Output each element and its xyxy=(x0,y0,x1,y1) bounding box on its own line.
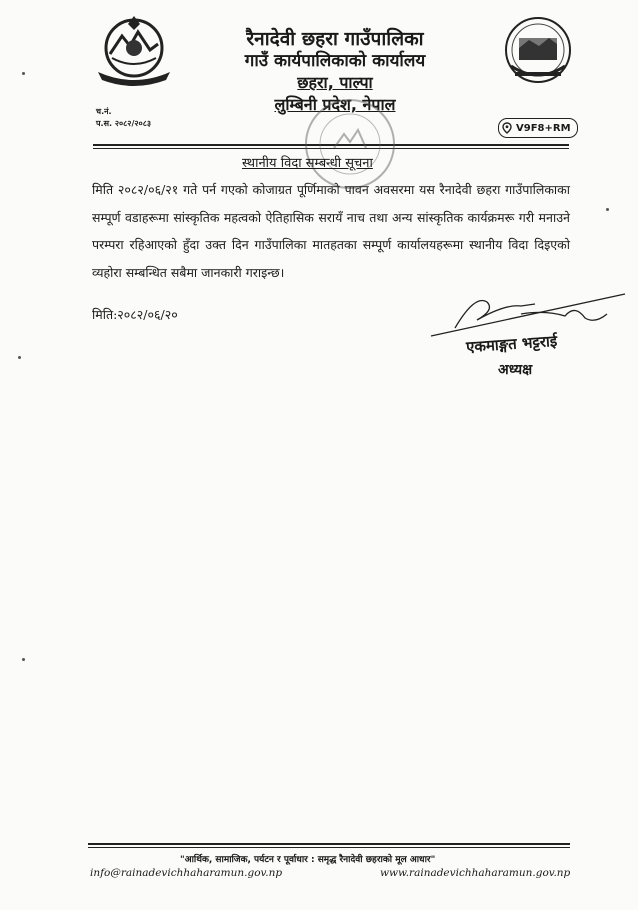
office-location: छहरा, पाल्पा xyxy=(297,73,373,92)
office-subtitle: गाउँ कार्यपालिकाको कार्यालय xyxy=(244,51,426,71)
plus-code-text: V9F8+RM xyxy=(516,122,571,134)
reference-block xyxy=(96,106,151,130)
fiscal-year: प.स. २०८२/२०८३ xyxy=(96,119,152,128)
notice-subject: स्थानीय विदा सम्बन्धी सूचना xyxy=(242,156,373,171)
footer-rule-thin xyxy=(88,847,570,848)
reference-number: च.नं. xyxy=(96,107,112,116)
footer-website: www.rainadevichhaharamun.gov.np xyxy=(380,867,571,879)
footer-rule xyxy=(88,843,570,845)
footer-motto: "आर्थिक, सामाजिक, पर्यटन र पूर्वाधार : समृद्ध रैनादेवी छहराको मूल आधार" xyxy=(180,855,436,865)
plus-code-badge xyxy=(498,118,578,138)
notice-body: मिति २०८२/०६/२१ गते पर्न गएको कोजाग्रत पूर्णिमाको पावन अवसरमा यस रैनादेवी छहरा गाउँपालिकाका सम्पूर्ण वडाहरूमा सांस्कृतिक महत्वको ऐतिहासिक सरायँ नाच तथा अन्य सांस्कृतिक कार्यक्रमरू गरी मनाउने परम्परा रहिआएको हुँदा उक्त दिन गाउँपालिका मातहतका सम्पूर्ण कार्यालयहरूमा स्थानीय विदा दिइएको व्यहोरा सम्बन्धित सबैमा जानकारी गराइन्छ। xyxy=(92,182,570,280)
nepal-emblem-icon xyxy=(92,14,176,86)
municipality-logo-icon xyxy=(497,14,579,90)
notice-date: मिति:२०८२/०६/२० xyxy=(92,307,178,322)
footer-email: info@rainadevichhaharamun.gov.np xyxy=(90,867,283,879)
scan-speck xyxy=(22,72,25,75)
office-province: लुम्बिनी प्रदेश, नेपाल xyxy=(274,95,396,114)
location-pin-icon xyxy=(501,122,513,134)
signatory-title: अध्यक्ष xyxy=(498,362,533,378)
scan-speck xyxy=(18,356,21,359)
signatory-name: एकमाङ्गत भट्टराई xyxy=(465,331,558,357)
scan-speck xyxy=(22,658,25,661)
office-name: रैनादेवी छहरा गाउँपालिका xyxy=(246,28,424,50)
scan-speck xyxy=(606,208,609,211)
